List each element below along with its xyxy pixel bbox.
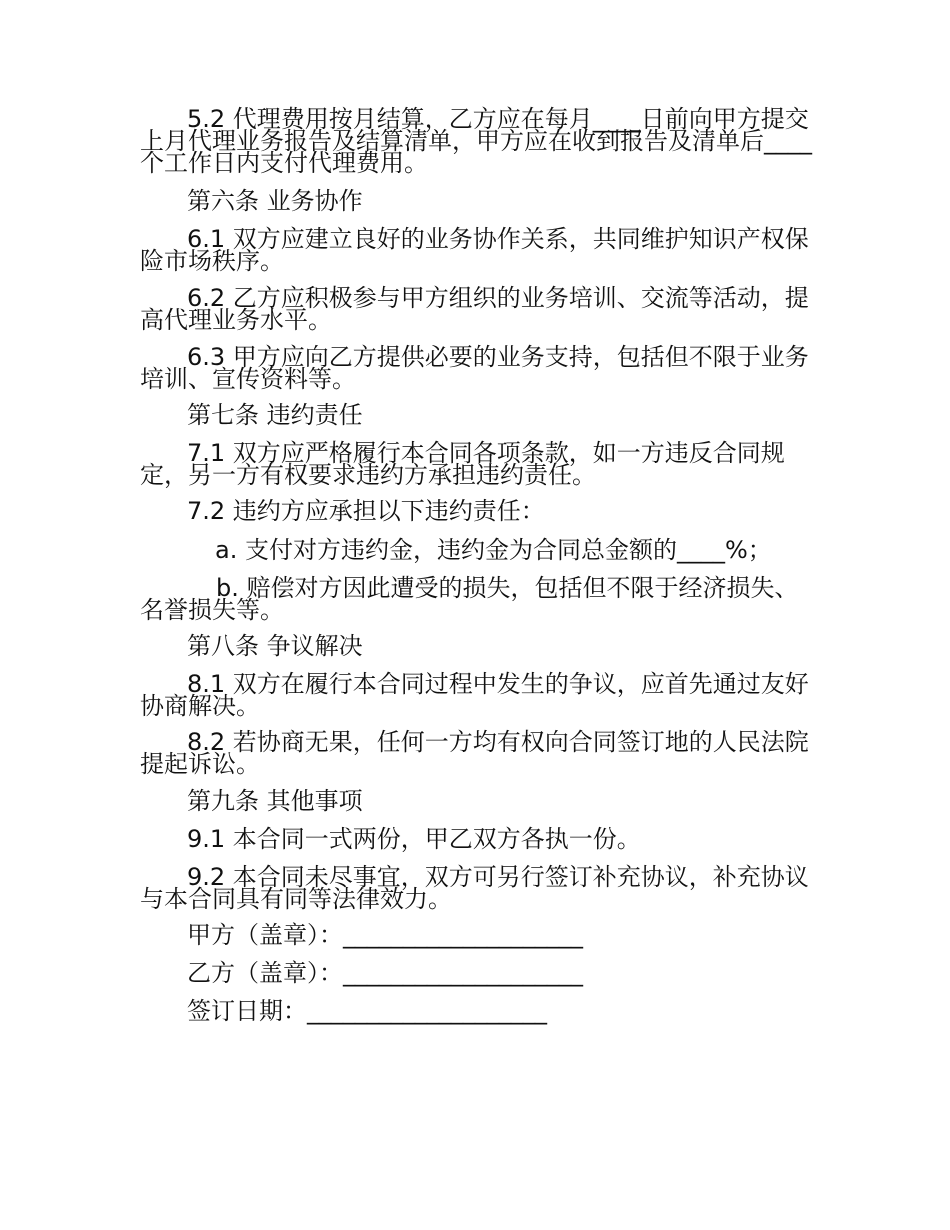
article-6-heading: 第六条 业务协作 (187, 187, 363, 215)
clause-5-2: 5.2 代理费用按月结算，乙方应在每月____日前向甲方提交上月代理业务报告及结算清单，甲方应在收到报告及清单后____个工作日内支付代理费用。 (140, 105, 812, 177)
article-9-heading: 第九条 其他事项 (187, 787, 363, 815)
clause-7-2-a: a. 支付对方违约金，违约金为合同总金额的____%； (215, 536, 772, 564)
clause-6-2: 6.2 乙方应积极参与甲方组织的业务培训、交流等活动，提高代理业务水平。 (140, 284, 809, 334)
clause-9-1: 9.1 本合同一式两份，甲乙双方各执一份。 (187, 825, 641, 853)
article-7-heading: 第七条 违约责任 (187, 401, 363, 429)
clause-7-2: 7.2 违约方应承担以下违约责任： (187, 497, 545, 525)
clause-6-1: 6.1 双方应建立良好的业务协作关系，共同维护知识产权保险市场秩序。 (140, 225, 809, 275)
clause-8-1: 8.1 双方在履行本合同过程中发生的争议，应首先通过友好协商解决。 (140, 670, 809, 720)
clause-9-2: 9.2 本合同未尽事宜，双方可另行签订补充协议，补充协议与本合同具有同等法律效力。 (140, 863, 809, 913)
party-b-seal-line: 乙方（盖章）：____________________ (187, 959, 583, 987)
article-8-heading: 第八条 争议解决 (187, 632, 363, 660)
clause-8-2: 8.2 若协商无果，任何一方均有权向合同签订地的人民法院提起诉讼。 (140, 728, 809, 778)
party-a-seal-line: 甲方（盖章）：____________________ (187, 921, 583, 949)
clause-6-3: 6.3 甲方应向乙方提供必要的业务支持，包括但不限于业务培训、宣传资料等。 (140, 343, 809, 393)
clause-7-2-b: b. 赔偿对方因此遭受的损失，包括但不限于经济损失、名誉损失等。 (140, 574, 799, 624)
signing-date-line: 签订日期：____________________ (187, 997, 547, 1025)
clause-7-1: 7.1 双方应严格履行本合同各项条款，如一方违反合同规定，另一方有权要求违约方承担违约责任。 (140, 439, 785, 489)
